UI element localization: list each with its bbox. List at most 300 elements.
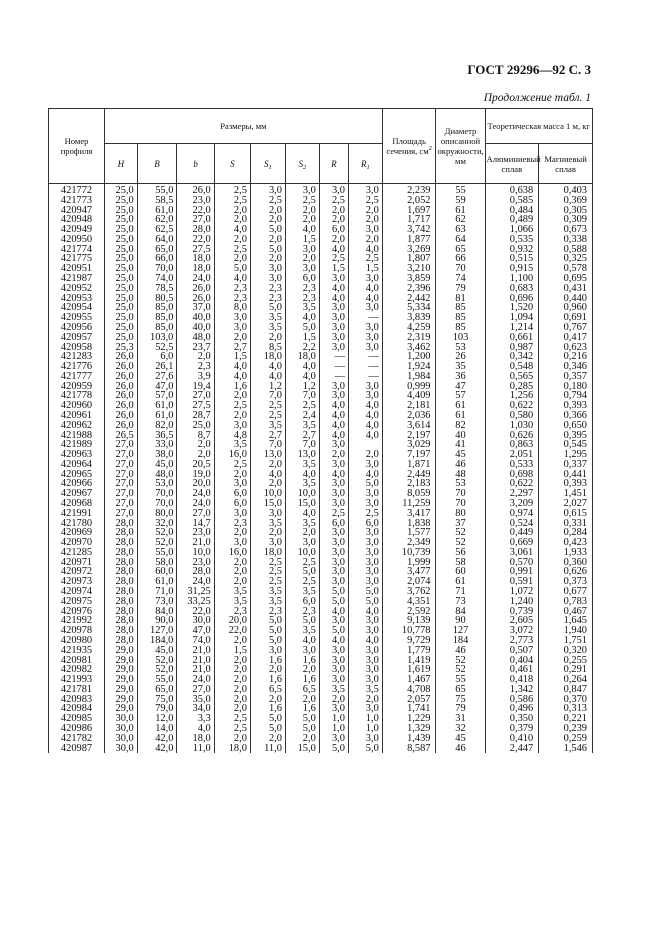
- cell-thickness-S: 3,5: [214, 597, 250, 607]
- cell-circle-diameter: 70: [436, 489, 485, 499]
- cell-section-area: 4,259: [382, 323, 436, 333]
- cell-mass-aluminum: 0,585: [485, 196, 539, 206]
- cell-width-b: 18,0: [177, 264, 214, 274]
- cell-profile-number: 420964: [49, 460, 105, 470]
- cell-thickness-S2: 10,0: [285, 489, 319, 499]
- header-R: R: [319, 144, 348, 184]
- cell-width-B: 65,0: [137, 685, 177, 695]
- cell-thickness-S: 18,0: [214, 744, 250, 754]
- cell-width-B: 70,0: [137, 489, 177, 499]
- cell-mass-aluminum: 0,350: [485, 714, 539, 724]
- cell-thickness-S2: 2,7: [285, 431, 319, 441]
- cell-radius-R: 2,5: [319, 509, 348, 519]
- cell-circle-diameter: 61: [436, 206, 485, 216]
- cell-thickness-S1: 3,5: [250, 323, 285, 333]
- cell-thickness-S1: 2,0: [250, 665, 285, 675]
- table-continuation-label: Продолжение табл. 1: [483, 92, 591, 104]
- cell-height-H: 25,0: [105, 215, 138, 225]
- table-body: [49, 184, 593, 754]
- cell-mass-aluminum: 0,535: [485, 235, 539, 245]
- cell-mass-magnesium: 0,960: [539, 303, 593, 313]
- cell-thickness-S: 3,0: [214, 313, 250, 323]
- cell-mass-aluminum: 0,669: [485, 538, 539, 548]
- cell-height-H: 26,0: [105, 362, 138, 372]
- cell-width-B: 60,0: [137, 567, 177, 577]
- cell-section-area: 2,239: [382, 184, 436, 196]
- cell-section-area: 1,229: [382, 714, 436, 724]
- cell-width-B: 103,0: [137, 333, 177, 343]
- cell-profile-number: 421777: [49, 372, 105, 382]
- cell-mass-aluminum: 1,066: [485, 225, 539, 235]
- cell-thickness-S1: 2,0: [250, 695, 285, 705]
- cell-thickness-S: 3,0: [214, 479, 250, 489]
- cell-circle-diameter: 60: [436, 567, 485, 577]
- cell-radius-R1: 3,0: [348, 528, 382, 538]
- cell-radius-R: 3,0: [319, 567, 348, 577]
- cell-profile-number: 420974: [49, 587, 105, 597]
- cell-mass-aluminum: 0,987: [485, 343, 539, 353]
- cell-height-H: 28,0: [105, 626, 138, 636]
- cell-width-B: 53,0: [137, 479, 177, 489]
- cell-height-H: 30,0: [105, 724, 138, 734]
- cell-profile-number: 421991: [49, 509, 105, 519]
- cell-section-area: 2,396: [382, 284, 436, 294]
- cell-mass-aluminum: 0,591: [485, 577, 539, 587]
- cell-mass-aluminum: 0,638: [485, 184, 539, 196]
- cell-thickness-S2: 4,0: [285, 470, 319, 480]
- header-S2: $S_2$: [285, 144, 319, 184]
- cell-radius-R: 3,0: [319, 313, 348, 323]
- cell-width-b: 34,0: [177, 704, 214, 714]
- cell-radius-R1: 3,0: [348, 499, 382, 509]
- header-B: B: [137, 144, 177, 184]
- cell-radius-R: 1,0: [319, 714, 348, 724]
- cell-section-area: 1,741: [382, 704, 436, 714]
- cell-mass-magnesium: 0,291: [539, 665, 593, 675]
- cell-section-area: 1,807: [382, 254, 436, 264]
- cell-width-b: 47,0: [177, 626, 214, 636]
- cell-circle-diameter: 90: [436, 616, 485, 626]
- cell-mass-aluminum: 1,256: [485, 391, 539, 401]
- cell-width-b: 27,5: [177, 245, 214, 255]
- header-R1: $R_1$: [348, 144, 382, 184]
- profile-table: [48, 108, 593, 753]
- cell-radius-R1: 4,0: [348, 284, 382, 294]
- header-dimensions: Размеры, мм: [105, 109, 383, 144]
- cell-radius-R1: 2,0: [348, 206, 382, 216]
- cell-thickness-S2: 1,5: [285, 333, 319, 343]
- cell-circle-diameter: 46: [436, 460, 485, 470]
- cell-radius-R1: 2,0: [348, 695, 382, 705]
- cell-radius-R1: 4,0: [348, 636, 382, 646]
- cell-circle-diameter: 35: [436, 362, 485, 372]
- cell-thickness-S2: 2,5: [285, 558, 319, 568]
- cell-width-b: 74,0: [177, 636, 214, 646]
- cell-height-H: 29,0: [105, 685, 138, 695]
- cell-height-H: 30,0: [105, 734, 138, 744]
- cell-thickness-S1: 2,0: [250, 215, 285, 225]
- cell-thickness-S2: 13,0: [285, 450, 319, 460]
- cell-thickness-S: 1,5: [214, 352, 250, 362]
- cell-mass-aluminum: 2,447: [485, 744, 539, 754]
- cell-radius-R: 3,0: [319, 616, 348, 626]
- table-row: [49, 184, 593, 196]
- cell-radius-R1: 2,0: [348, 215, 382, 225]
- cell-thickness-S1: 5,0: [250, 626, 285, 636]
- cell-width-B: 61,0: [137, 411, 177, 421]
- cell-width-b: 24,0: [177, 274, 214, 284]
- cell-mass-magnesium: 0,338: [539, 235, 593, 245]
- cell-mass-magnesium: 0,431: [539, 284, 593, 294]
- cell-height-H: 28,0: [105, 607, 138, 617]
- cell-width-b: 19,0: [177, 470, 214, 480]
- cell-width-B: 64,0: [137, 235, 177, 245]
- cell-thickness-S1: 8,5: [250, 343, 285, 353]
- cell-radius-R: 3,0: [319, 656, 348, 666]
- cell-thickness-S2: 2,5: [285, 401, 319, 411]
- cell-radius-R1: 3,0: [348, 567, 382, 577]
- cell-thickness-S1: 3,0: [250, 646, 285, 656]
- cell-mass-magnesium: 0,264: [539, 675, 593, 685]
- cell-thickness-S: 2,0: [214, 391, 250, 401]
- cell-radius-R1: 4,0: [348, 607, 382, 617]
- cell-width-B: 90,0: [137, 616, 177, 626]
- cell-thickness-S: 2,5: [214, 245, 250, 255]
- cell-thickness-S: 4,0: [214, 225, 250, 235]
- cell-mass-magnesium: 0,691: [539, 313, 593, 323]
- cell-profile-number: 420953: [49, 294, 105, 304]
- cell-mass-magnesium: 1,645: [539, 616, 593, 626]
- cell-mass-aluminum: 0,622: [485, 401, 539, 411]
- cell-width-b: 23,0: [177, 196, 214, 206]
- cell-height-H: 28,0: [105, 587, 138, 597]
- cell-profile-number: 421989: [49, 440, 105, 450]
- cell-thickness-S1: 2,5: [250, 567, 285, 577]
- cell-thickness-S1: 10,0: [250, 489, 285, 499]
- cell-height-H: 27,0: [105, 479, 138, 489]
- cell-width-B: 78,5: [137, 284, 177, 294]
- cell-radius-R1: —: [348, 372, 382, 382]
- cell-height-H: 27,0: [105, 440, 138, 450]
- cell-radius-R1: 4,0: [348, 470, 382, 480]
- cell-profile-number: 420981: [49, 656, 105, 666]
- cell-radius-R1: 2,0: [348, 450, 382, 460]
- cell-thickness-S: 2,0: [214, 636, 250, 646]
- cell-radius-R: 4,0: [319, 421, 348, 431]
- cell-profile-number: 420950: [49, 235, 105, 245]
- cell-section-area: 3,839: [382, 313, 436, 323]
- cell-height-H: 26,0: [105, 352, 138, 362]
- cell-height-H: 27,0: [105, 450, 138, 460]
- cell-thickness-S2: 3,5: [285, 460, 319, 470]
- cell-mass-magnesium: 2,027: [539, 499, 593, 509]
- cell-profile-number: 420956: [49, 323, 105, 333]
- cell-mass-aluminum: 2,605: [485, 616, 539, 626]
- cell-height-H: 26,0: [105, 391, 138, 401]
- cell-mass-magnesium: 0,417: [539, 333, 593, 343]
- cell-width-B: 61,0: [137, 401, 177, 411]
- cell-thickness-S2: 3,5: [285, 626, 319, 636]
- cell-circle-diameter: 71: [436, 587, 485, 597]
- cell-thickness-S2: 2,0: [285, 528, 319, 538]
- cell-height-H: 25,3: [105, 343, 138, 353]
- cell-profile-number: 420963: [49, 450, 105, 460]
- cell-profile-number: 420960: [49, 401, 105, 411]
- cell-circle-diameter: 59: [436, 196, 485, 206]
- cell-mass-aluminum: 0,342: [485, 352, 539, 362]
- cell-width-B: 62,0: [137, 215, 177, 225]
- cell-thickness-S: 2,0: [214, 528, 250, 538]
- cell-mass-magnesium: 0,366: [539, 411, 593, 421]
- cell-width-b: 23,7: [177, 343, 214, 353]
- cell-profile-number: 421774: [49, 245, 105, 255]
- cell-thickness-S1: 6,5: [250, 685, 285, 695]
- cell-radius-R1: 3,0: [348, 675, 382, 685]
- cell-thickness-S: 2,3: [214, 294, 250, 304]
- cell-height-H: 28,0: [105, 558, 138, 568]
- cell-section-area: 1,200: [382, 352, 436, 362]
- cell-width-B: 80,5: [137, 294, 177, 304]
- cell-width-B: 85,0: [137, 303, 177, 313]
- cell-thickness-S1: 4,0: [250, 470, 285, 480]
- cell-mass-magnesium: 0,216: [539, 352, 593, 362]
- cell-thickness-S: 2,0: [214, 558, 250, 568]
- cell-height-H: 25,0: [105, 225, 138, 235]
- cell-circle-diameter: 80: [436, 509, 485, 519]
- cell-circle-diameter: 41: [436, 440, 485, 450]
- cell-height-H: 28,0: [105, 636, 138, 646]
- cell-profile-number: 420967: [49, 489, 105, 499]
- cell-circle-diameter: 79: [436, 704, 485, 714]
- cell-mass-aluminum: 0,696: [485, 294, 539, 304]
- cell-height-H: 26,0: [105, 401, 138, 411]
- cell-thickness-S2: 3,5: [285, 479, 319, 489]
- cell-section-area: 9,139: [382, 616, 436, 626]
- cell-width-b: 20,5: [177, 460, 214, 470]
- cell-section-area: 3,742: [382, 225, 436, 235]
- cell-circle-diameter: 184: [436, 636, 485, 646]
- cell-mass-magnesium: 0,369: [539, 196, 593, 206]
- cell-profile-number: 421778: [49, 391, 105, 401]
- cell-radius-R1: 3,0: [348, 646, 382, 656]
- cell-profile-number: 420948: [49, 215, 105, 225]
- cell-circle-diameter: 61: [436, 577, 485, 587]
- cell-profile-number: 421283: [49, 352, 105, 362]
- cell-height-H: 29,0: [105, 695, 138, 705]
- cell-section-area: 2,074: [382, 577, 436, 587]
- cell-mass-magnesium: 0,284: [539, 528, 593, 538]
- cell-width-B: 14,0: [137, 724, 177, 734]
- cell-radius-R1: 5,0: [348, 597, 382, 607]
- cell-section-area: 2,449: [382, 470, 436, 480]
- cell-width-B: 33,0: [137, 440, 177, 450]
- cell-height-H: 25,0: [105, 245, 138, 255]
- cell-mass-magnesium: 0,357: [539, 372, 593, 382]
- cell-width-B: 52,0: [137, 656, 177, 666]
- cell-width-B: 127,0: [137, 626, 177, 636]
- cell-thickness-S: 2,0: [214, 665, 250, 675]
- cell-mass-aluminum: 3,209: [485, 499, 539, 509]
- cell-width-B: 26,1: [137, 362, 177, 372]
- cell-profile-number: 420973: [49, 577, 105, 587]
- cell-thickness-S: 2,0: [214, 235, 250, 245]
- cell-circle-diameter: 65: [436, 685, 485, 695]
- cell-mass-magnesium: 0,440: [539, 294, 593, 304]
- cell-thickness-S: 2,0: [214, 215, 250, 225]
- cell-thickness-S1: 2,3: [250, 294, 285, 304]
- cell-section-area: 1,871: [382, 460, 436, 470]
- cell-radius-R: 6,0: [319, 225, 348, 235]
- cell-circle-diameter: 58: [436, 558, 485, 568]
- cell-width-B: 65,0: [137, 245, 177, 255]
- cell-thickness-S1: 3,5: [250, 587, 285, 597]
- cell-thickness-S1: 3,0: [250, 274, 285, 284]
- cell-profile-number: 420975: [49, 597, 105, 607]
- cell-circle-diameter: 52: [436, 528, 485, 538]
- cell-profile-number: 421993: [49, 675, 105, 685]
- cell-profile-number: 421781: [49, 685, 105, 695]
- cell-radius-R: 5,0: [319, 597, 348, 607]
- cell-circle-diameter: 36: [436, 372, 485, 382]
- cell-height-H: 25,0: [105, 184, 138, 196]
- cell-mass-aluminum: 0,622: [485, 479, 539, 489]
- cell-circle-diameter: 66: [436, 254, 485, 264]
- cell-radius-R: 3,0: [319, 184, 348, 196]
- header-theoretical-mass: Теоретическая масса 1 м, кг: [485, 109, 593, 144]
- cell-section-area: 3,210: [382, 264, 436, 274]
- cell-radius-R: 4,0: [319, 470, 348, 480]
- cell-section-area: 7,197: [382, 450, 436, 460]
- cell-radius-R: 3,0: [319, 538, 348, 548]
- cell-section-area: 2,349: [382, 538, 436, 548]
- cell-radius-R1: 3,0: [348, 548, 382, 558]
- cell-circle-diameter: 74: [436, 274, 485, 284]
- cell-radius-R1: —: [348, 362, 382, 372]
- cell-width-B: 61,0: [137, 577, 177, 587]
- cell-height-H: 26,5: [105, 431, 138, 441]
- cell-profile-number: 420966: [49, 479, 105, 489]
- cell-radius-R1: 3,0: [348, 323, 382, 333]
- cell-thickness-S1: 2,7: [250, 431, 285, 441]
- cell-mass-magnesium: 0,794: [539, 391, 593, 401]
- cell-width-b: 22,0: [177, 206, 214, 216]
- cell-radius-R1: 6,0: [348, 519, 382, 529]
- cell-thickness-S1: 3,0: [250, 264, 285, 274]
- cell-radius-R: 4,0: [319, 636, 348, 646]
- cell-height-H: 26,0: [105, 372, 138, 382]
- cell-width-b: 11,0: [177, 744, 214, 754]
- cell-profile-number: 420986: [49, 724, 105, 734]
- cell-width-b: 35,0: [177, 695, 214, 705]
- cell-radius-R1: 3,0: [348, 704, 382, 714]
- cell-height-H: 25,0: [105, 196, 138, 206]
- cell-width-B: 47,0: [137, 382, 177, 392]
- cell-thickness-S1: 18,0: [250, 352, 285, 362]
- cell-mass-magnesium: 0,325: [539, 254, 593, 264]
- header-magnesium-alloy: Магниевый сплав: [539, 144, 593, 184]
- cell-mass-magnesium: 1,940: [539, 626, 593, 636]
- cell-radius-R1: 1,0: [348, 714, 382, 724]
- cell-section-area: 1,877: [382, 235, 436, 245]
- cell-mass-magnesium: 0,626: [539, 567, 593, 577]
- cell-section-area: 3,029: [382, 440, 436, 450]
- header-H: H: [105, 144, 138, 184]
- cell-radius-R: 3,0: [319, 440, 348, 450]
- cell-section-area: 3,859: [382, 274, 436, 284]
- cell-thickness-S1: 2,5: [250, 558, 285, 568]
- cell-thickness-S1: 15,0: [250, 499, 285, 509]
- cell-circle-diameter: 81: [436, 294, 485, 304]
- cell-mass-magnesium: 0,309: [539, 215, 593, 225]
- cell-profile-number: 420984: [49, 704, 105, 714]
- cell-circle-diameter: 32: [436, 724, 485, 734]
- cell-height-H: 29,0: [105, 646, 138, 656]
- cell-width-B: 84,0: [137, 607, 177, 617]
- cell-mass-aluminum: 0,507: [485, 646, 539, 656]
- cell-radius-R: 3,0: [319, 489, 348, 499]
- cell-width-b: 23,0: [177, 528, 214, 538]
- cell-profile-number: 420951: [49, 264, 105, 274]
- header-circle-diameter: Диаметр описанной окружности, мм: [436, 109, 485, 184]
- cell-circle-diameter: 70: [436, 264, 485, 274]
- cell-thickness-S2: 4,0: [285, 313, 319, 323]
- cell-thickness-S: 3,5: [214, 440, 250, 450]
- cell-radius-R1: 3,0: [348, 616, 382, 626]
- cell-radius-R1: 5,0: [348, 744, 382, 754]
- cell-height-H: 25,0: [105, 206, 138, 216]
- cell-thickness-S: 4,8: [214, 431, 250, 441]
- cell-section-area: 0,999: [382, 382, 436, 392]
- cell-section-area: 3,417: [382, 509, 436, 519]
- cell-mass-aluminum: 1,072: [485, 587, 539, 597]
- cell-radius-R1: 3,0: [348, 391, 382, 401]
- cell-mass-aluminum: 0,565: [485, 372, 539, 382]
- cell-thickness-S2: 2,4: [285, 411, 319, 421]
- cell-mass-aluminum: 3,072: [485, 626, 539, 636]
- cell-width-B: 62,5: [137, 225, 177, 235]
- cell-thickness-S: 2,5: [214, 184, 250, 196]
- cell-section-area: 1,439: [382, 734, 436, 744]
- cell-radius-R1: 3,0: [348, 734, 382, 744]
- cell-mass-aluminum: 0,461: [485, 665, 539, 675]
- cell-radius-R: 5,0: [319, 626, 348, 636]
- cell-width-B: 36,5: [137, 431, 177, 441]
- cell-thickness-S1: 1,6: [250, 704, 285, 714]
- table-row: [49, 744, 593, 754]
- cell-thickness-S: 16,0: [214, 548, 250, 558]
- cell-thickness-S1: 1,2: [250, 382, 285, 392]
- cell-section-area: 1,467: [382, 675, 436, 685]
- cell-section-area: 2,183: [382, 479, 436, 489]
- cell-radius-R: 3,0: [319, 646, 348, 656]
- cell-section-area: 10,739: [382, 548, 436, 558]
- cell-width-b: 4,0: [177, 724, 214, 734]
- cell-thickness-S2: 2,0: [285, 665, 319, 675]
- cell-radius-R1: 5,0: [348, 587, 382, 597]
- cell-thickness-S2: 1,6: [285, 675, 319, 685]
- cell-profile-number: 420947: [49, 206, 105, 216]
- cell-width-b: 30,0: [177, 616, 214, 626]
- cell-width-B: 80,0: [137, 509, 177, 519]
- cell-section-area: 5,334: [382, 303, 436, 313]
- cell-width-B: 74,0: [137, 274, 177, 284]
- cell-section-area: 1,924: [382, 362, 436, 372]
- cell-profile-number: 421285: [49, 548, 105, 558]
- cell-radius-R: 1,0: [319, 724, 348, 734]
- cell-mass-aluminum: 0,698: [485, 470, 539, 480]
- cell-circle-diameter: 37: [436, 519, 485, 529]
- cell-thickness-S1: 5,0: [250, 616, 285, 626]
